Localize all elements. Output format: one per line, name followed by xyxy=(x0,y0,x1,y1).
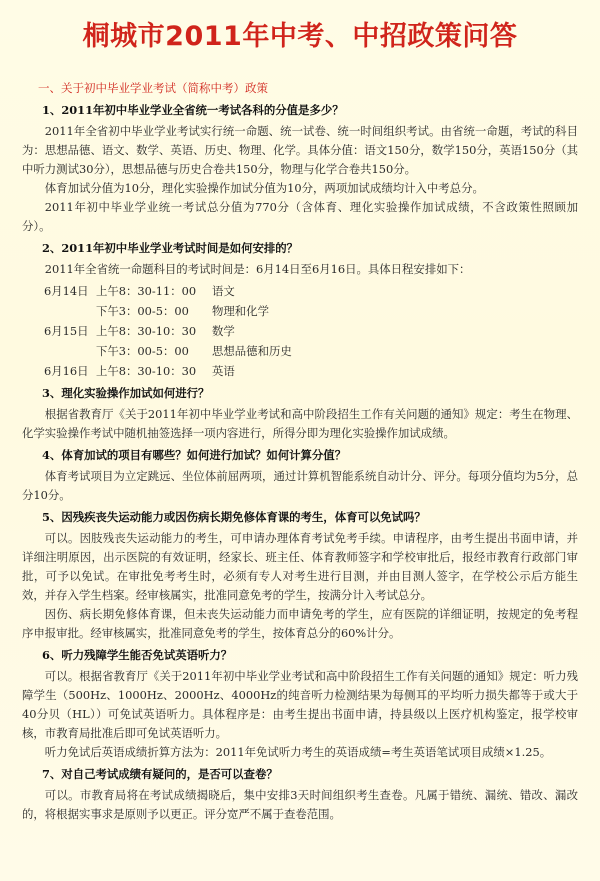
schedule-date xyxy=(44,301,96,321)
schedule-time: 下午3：00-5：00 xyxy=(96,304,189,318)
answer-1-p2: 体育加试分值为10分，理化实验操作加试分值为10分，两项加试成绩均计入中考总分。 xyxy=(44,181,484,195)
exam-schedule xyxy=(44,281,578,381)
answer-6-p1: 可以。根据省教育厅《关于2011年初中毕业学业考试和高中阶段招生工作有关问题的通知》规定：听力残障学生（500Hz、1000Hz、2000Hz、4000Hz的纯音听力检测结果为每侧耳的平均听力损失都等于或大于40分贝（HL））可免试英语听力。具体程序是：由考生提出书面申请，持县级以上医疗机构鉴定，报学校审核，市教育局批准后即可免试英语听力。 xyxy=(22,669,578,740)
answer-4: 体育考试项目为立定跳远、坐位体前屈两项，通过计算机智能系统自动计分、评分。每项分值均为5分，总分10分。 xyxy=(22,469,578,502)
schedule-date: 6月14日 xyxy=(44,284,89,298)
schedule-row xyxy=(44,361,578,381)
question-7: 7、对自己考试成绩有疑问的，是否可以查卷？ xyxy=(42,767,278,781)
document-body xyxy=(0,62,600,824)
schedule-date xyxy=(44,341,96,361)
schedule-time: 上午8：30-10：30 xyxy=(96,364,197,378)
question-6: 6、听力残障学生能否免试英语听力？ xyxy=(42,648,233,662)
schedule-date: 6月15日 xyxy=(44,324,89,338)
answer-2: 2011年全省统一命题科目的考试时间是：6月14日至6月16日。具体日程安排如下： xyxy=(44,262,471,276)
schedule-row xyxy=(44,341,578,361)
schedule-subject: 数学 xyxy=(212,324,235,338)
schedule-subject: 物理和化学 xyxy=(212,304,269,318)
answer-5-p2: 因伤、病长期免修体育课，但未丧失运动能力而申请免考的学生，应有医院的详细证明，按规定的免考程序申报审批。经审核属实，批准同意免考的学生，按体育总分的60%计分。 xyxy=(22,607,578,640)
page-title: 桐城市2011年中考、中招政策问答 xyxy=(82,21,518,52)
section-heading: 一、关于初中毕业学业考试（简称中考）政策 xyxy=(38,81,268,95)
schedule-row xyxy=(44,281,578,301)
answer-3: 根据省教育厅《关于2011年初中毕业学业考试和高中阶段招生工作有关问题的通知》规定：考生在物理、化学实验操作考试中随机抽签选择一项内容进行，所得分即为理化实验操作加试成绩。 xyxy=(22,407,578,440)
question-4: 4、体育加试的项目有哪些？如何进行加试？如何计算分值？ xyxy=(42,448,347,462)
header xyxy=(0,0,600,62)
schedule-date: 6月16日 xyxy=(44,364,89,378)
question-1: 1、2011年初中毕业学业全省统一考试各科的分值是多少？ xyxy=(42,103,344,117)
schedule-subject: 思想品德和历史 xyxy=(212,344,292,358)
schedule-time: 下午3：00-5：00 xyxy=(96,344,189,358)
schedule-time: 上午8：30-11：00 xyxy=(96,284,197,298)
answer-7: 可以。市教育局将在考试成绩揭晓后，集中安排3天时间组织考生查卷。凡属于错统、漏统、错改、漏改的，将根据实事求是原则予以更正。评分宽严不属于查卷范围。 xyxy=(22,788,578,821)
answer-1-p3: 2011年初中毕业学业统一考试总分值为770分（含体育、理化实验操作加试成绩，不含政策性照顾加分）。 xyxy=(22,200,578,233)
schedule-row xyxy=(44,321,578,341)
answer-1-p1: 2011年全省初中毕业学业考试实行统一命题、统一试卷、统一时间组织考试。由省统一命题，考试的科目为：思想品德、语文、数学、英语、历史、物理、化学。具体分值：语文150分，数学150分，英语150分（其中听力测试30分），思想品德与历史合卷共150分，物理与化学合卷共150分。 xyxy=(22,124,578,176)
schedule-row xyxy=(44,301,578,321)
answer-5-p1: 可以。因肢残丧失运动能力的考生，可申请办理体育考试免考手续。申请程序，由考生提出书面申请，并详细注明原因，出示医院的有效证明，经家长、班主任、体育教师签字和学校审批后，报经市教育行政部门审批，可予以免试。在审批免考考生时，必须有专人对考生进行目测，并由目测人签字，在学校公示后方能生效，并存入学生档案。经审核属实，批准同意免考的学生，按满分计入考试总分。 xyxy=(22,531,578,602)
question-5: 5、因残疾丧失运动能力或因伤病长期免修体育课的考生，体育可以免试吗？ xyxy=(42,510,426,524)
answer-6-p2: 听力免试后英语成绩折算方法为：2011年免试听力考生的英语成绩=考生英语笔试项目成绩×1.25。 xyxy=(44,745,552,759)
question-3: 3、理化实验操作加试如何进行？ xyxy=(42,386,210,400)
question-2: 2、2011年初中毕业学业考试时间是如何安排的？ xyxy=(42,241,299,255)
schedule-subject: 英语 xyxy=(212,364,235,378)
schedule-subject: 语文 xyxy=(212,284,235,298)
schedule-time: 上午8：30-10：30 xyxy=(96,324,197,338)
